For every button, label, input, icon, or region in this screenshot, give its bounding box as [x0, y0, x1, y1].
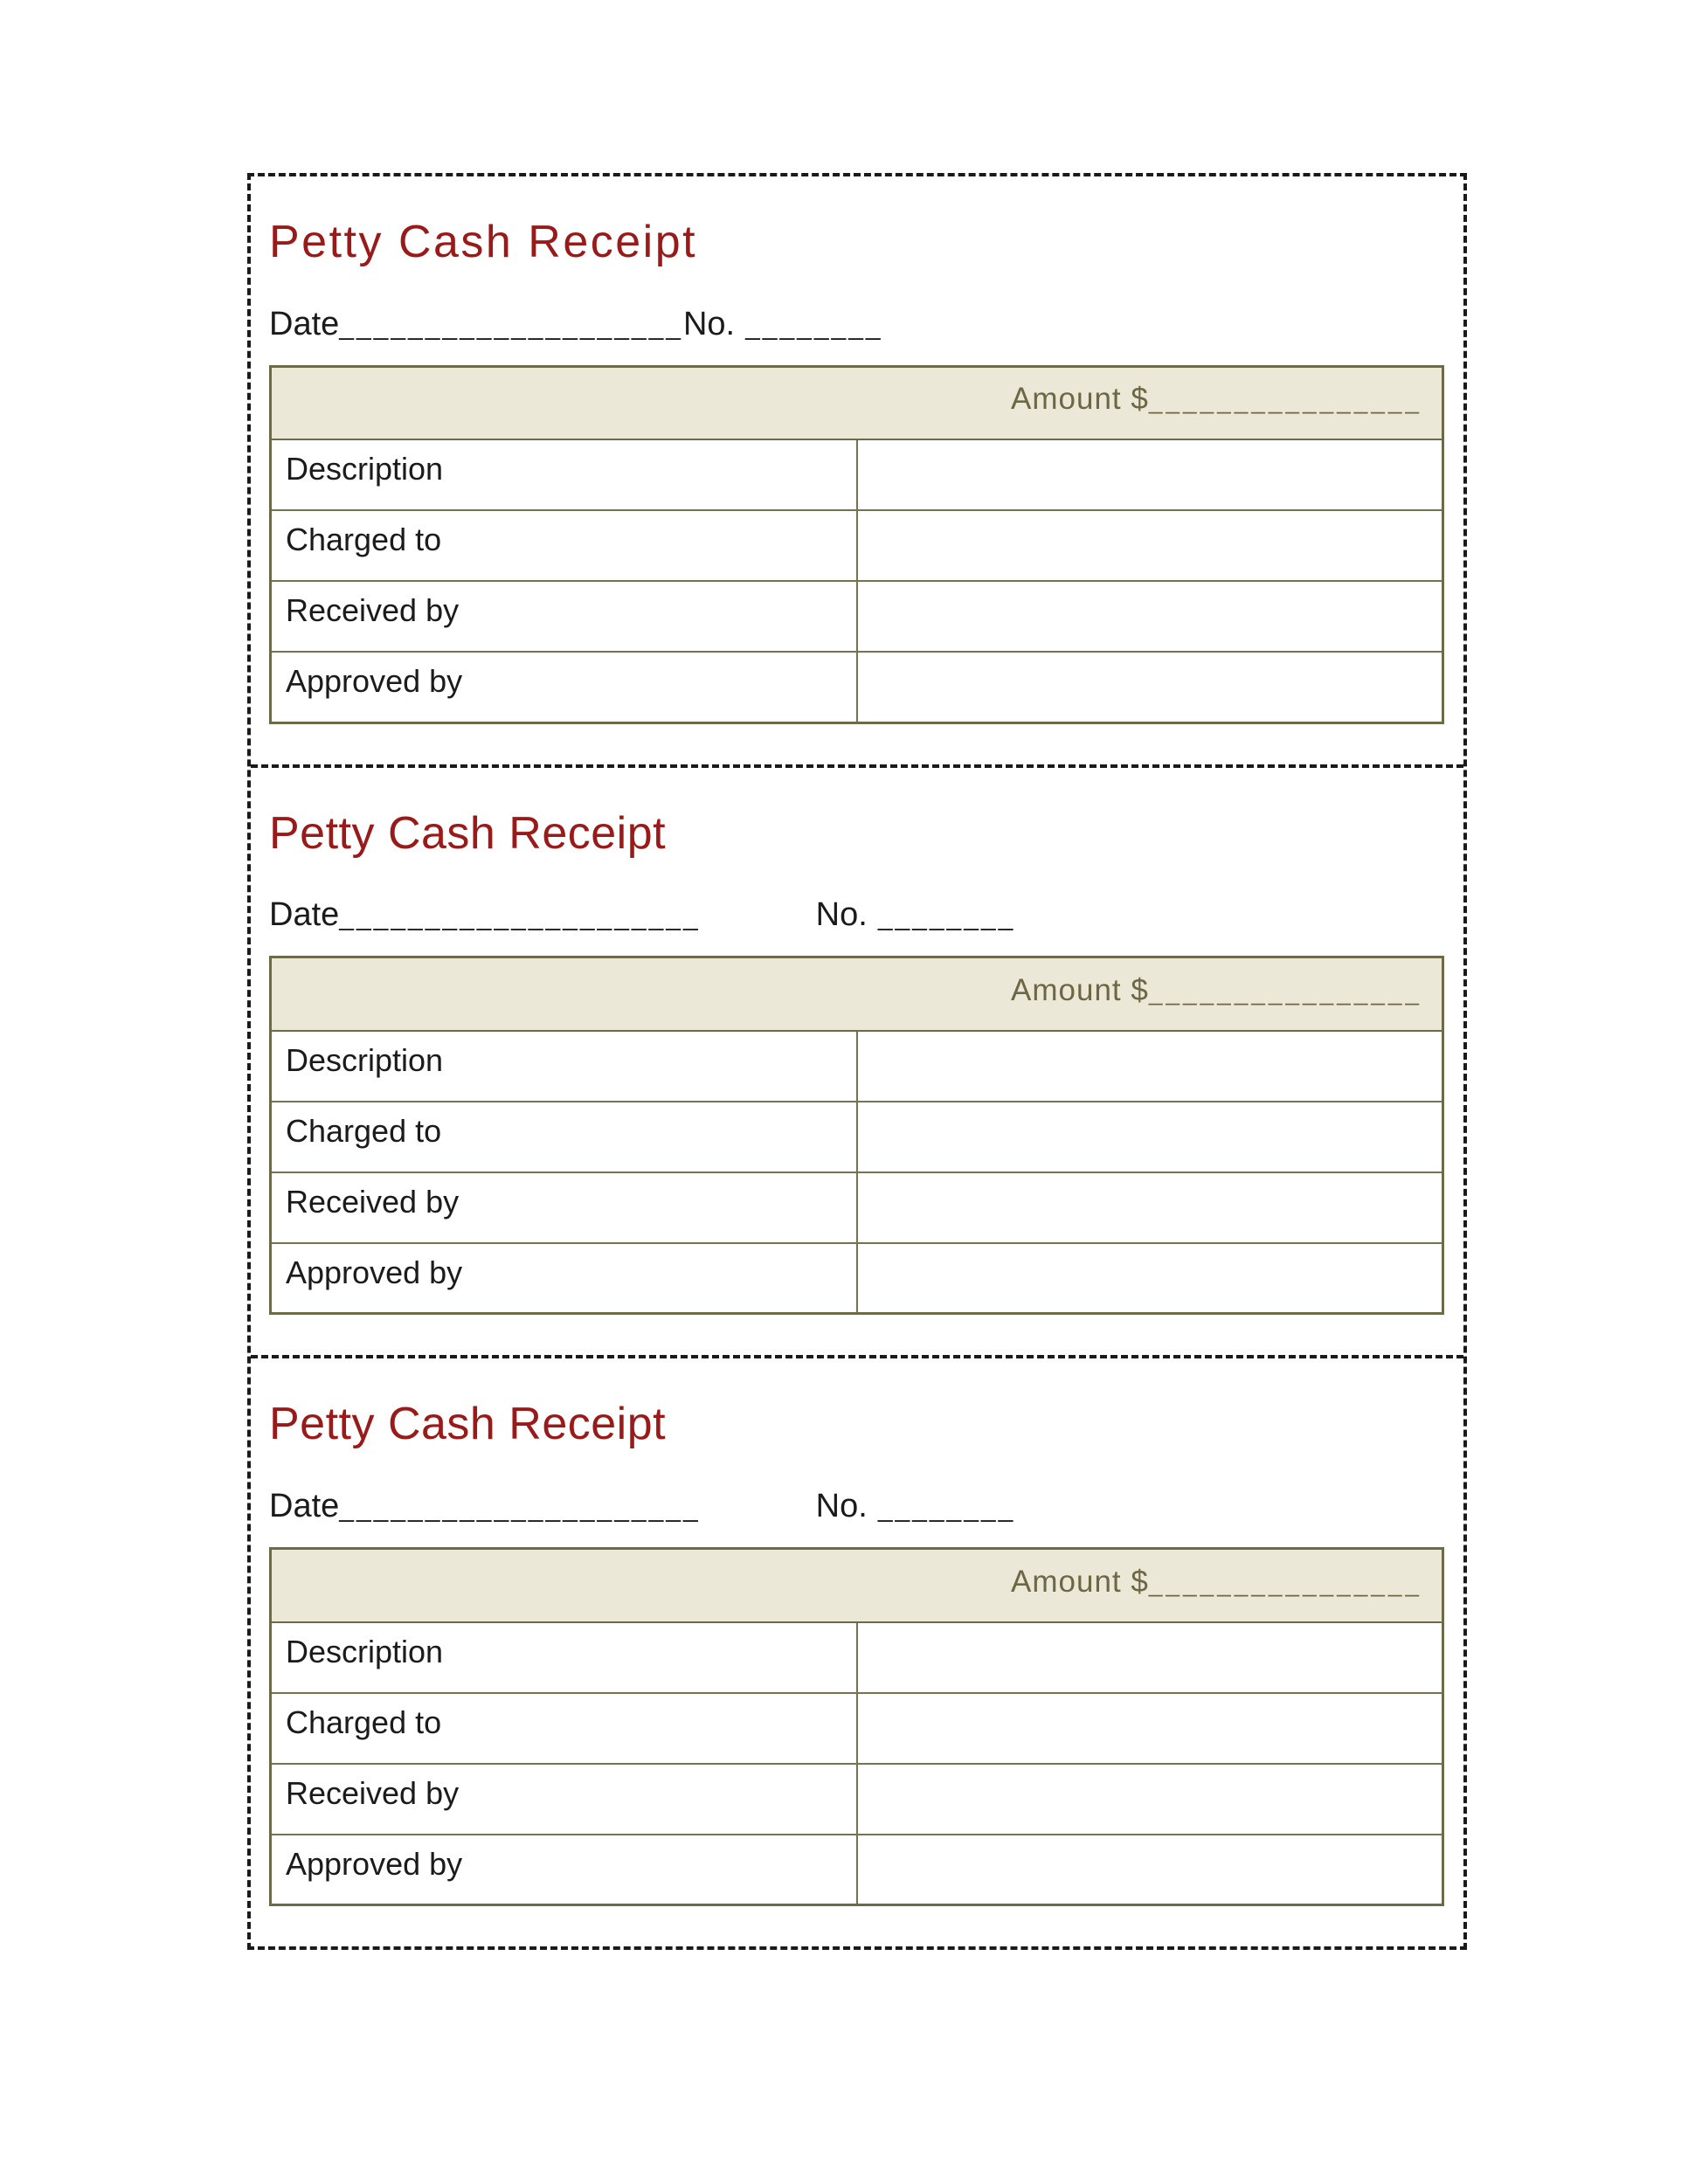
date-blank-line[interactable]: ____________________: [339, 311, 683, 341]
receipt-sheet: [247, 173, 1467, 1950]
row-value-charged-to[interactable]: [857, 510, 1443, 581]
row-label-approved-by: Approved by: [271, 1243, 857, 1314]
row-label-approved-by: Approved by: [271, 652, 857, 722]
no-label: No.: [682, 305, 736, 342]
receipt-table: [269, 956, 1444, 1315]
date-blank-line[interactable]: _____________________: [339, 1494, 701, 1524]
row-label-received-by: Received by: [271, 581, 857, 652]
amount-label: Amount $: [1011, 973, 1149, 1008]
table-row-description: [271, 1031, 1443, 1102]
date-no-line: [269, 305, 1444, 342]
amount-header-row: [271, 1549, 1443, 1622]
amount-blank-line[interactable]: ________________: [1148, 978, 1422, 1006]
table-row-charged-to: [271, 1693, 1443, 1764]
table-row-description: [271, 1622, 1443, 1693]
table-row-charged-to: [271, 510, 1443, 581]
table-row-description: [271, 439, 1443, 510]
receipt-title: Petty Cash Receipt: [269, 217, 698, 267]
table-row-received-by: [271, 581, 1443, 652]
amount-header-cell: [271, 1549, 1443, 1622]
table-row-approved-by: [271, 652, 1443, 722]
row-label-charged-to: Charged to: [271, 510, 857, 581]
date-label: Date: [269, 305, 340, 342]
date-blank-line[interactable]: _____________________: [339, 902, 701, 932]
row-label-description: Description: [271, 1031, 857, 1102]
receipt-title: Petty Cash Receipt: [269, 1399, 667, 1450]
table-row-received-by: [271, 1172, 1443, 1243]
amount-header-cell: [271, 366, 1443, 439]
receipt-table: [269, 365, 1444, 724]
date-label: Date: [269, 1488, 340, 1525]
amount-blank-line[interactable]: ________________: [1148, 1569, 1422, 1597]
amount-header-row: [271, 366, 1443, 439]
no-label: No.: [815, 1488, 868, 1525]
row-value-charged-to[interactable]: [857, 1102, 1443, 1172]
row-value-received-by[interactable]: [857, 581, 1443, 652]
date-no-line: [269, 1489, 1444, 1524]
row-value-approved-by[interactable]: [857, 652, 1443, 722]
petty-cash-receipt-1: [251, 176, 1463, 764]
amount-label: Amount $: [1011, 1564, 1149, 1599]
amount-header-cell: [271, 957, 1443, 1031]
date-no-line: [269, 898, 1444, 933]
row-label-description: Description: [271, 439, 857, 510]
no-blank-line[interactable]: ________: [877, 902, 1016, 932]
receipt-table: [269, 1547, 1444, 1906]
row-label-received-by: Received by: [271, 1764, 857, 1835]
row-label-received-by: Received by: [271, 1172, 857, 1243]
row-value-description[interactable]: [857, 1031, 1443, 1102]
row-value-received-by[interactable]: [857, 1172, 1443, 1243]
row-label-charged-to: Charged to: [271, 1102, 857, 1172]
receipt-title: Petty Cash Receipt: [269, 807, 667, 859]
table-row-received-by: [271, 1764, 1443, 1835]
row-value-description[interactable]: [857, 439, 1443, 510]
row-label-description: Description: [271, 1622, 857, 1693]
no-blank-line[interactable]: ________: [877, 1494, 1016, 1524]
table-row-approved-by: [271, 1835, 1443, 1905]
row-label-charged-to: Charged to: [271, 1693, 857, 1764]
amount-blank-line[interactable]: ________________: [1148, 387, 1422, 415]
no-label: No.: [815, 896, 868, 934]
amount-label: Amount $: [1011, 382, 1149, 417]
date-label: Date: [269, 896, 340, 934]
row-label-approved-by: Approved by: [271, 1835, 857, 1905]
no-blank-line[interactable]: ________: [745, 311, 883, 341]
row-value-approved-by[interactable]: [857, 1243, 1443, 1314]
row-value-charged-to[interactable]: [857, 1693, 1443, 1764]
petty-cash-receipt-2: [251, 764, 1463, 1356]
amount-header-row: [271, 957, 1443, 1031]
row-value-description[interactable]: [857, 1622, 1443, 1693]
petty-cash-receipt-3: [251, 1355, 1463, 1946]
row-value-approved-by[interactable]: [857, 1835, 1443, 1905]
row-value-received-by[interactable]: [857, 1764, 1443, 1835]
table-row-approved-by: [271, 1243, 1443, 1314]
table-row-charged-to: [271, 1102, 1443, 1172]
